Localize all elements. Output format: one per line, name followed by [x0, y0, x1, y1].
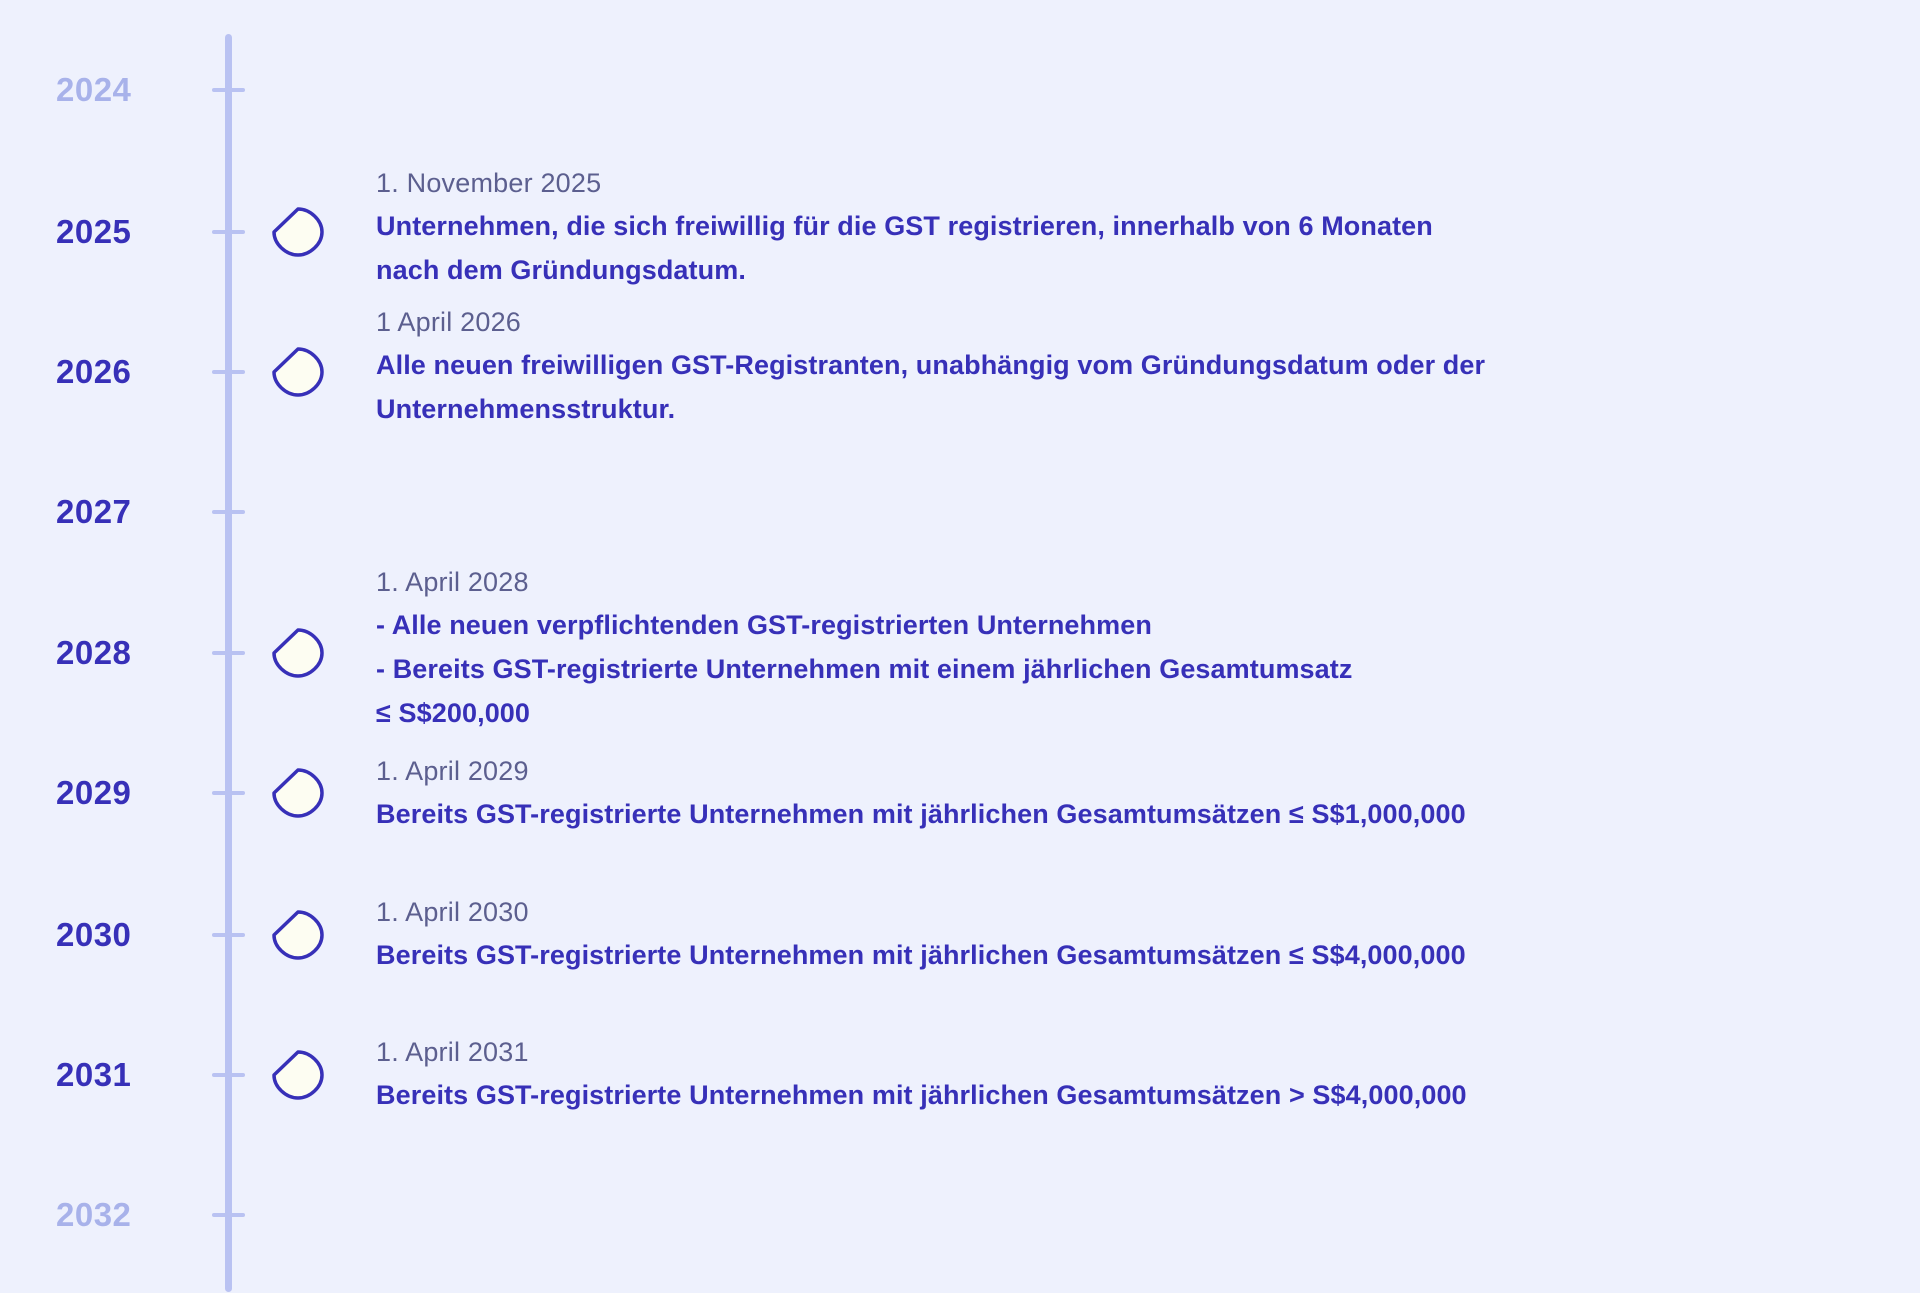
event-description-2028 [376, 603, 1876, 735]
timeline-event-2030 [376, 893, 1876, 977]
event-line: - Alle neuen verpflichtenden GST-registrierten Unternehmen [376, 610, 1152, 640]
event-line: Alle neuen freiwilligen GST-Registranten, unabhängig vom Gründungsdatum oder der [376, 350, 1486, 380]
event-line: Bereits GST-registrierte Unternehmen mit jährlichen Gesamtumsätzen > S$4,000,000 [376, 1080, 1467, 1110]
timeline-event-2026 [376, 303, 1876, 431]
year-tick-2027 [212, 510, 245, 514]
event-date-2026: 1 April 2026 [376, 307, 522, 337]
year-label-2027: 2027 [56, 493, 132, 530]
year-tick-2025 [212, 230, 245, 234]
event-description-2029 [376, 792, 1876, 836]
timeline-event-2025 [376, 164, 1876, 292]
year-label-2026: 2026 [56, 353, 132, 390]
event-line: Bereits GST-registrierte Unternehmen mit jährlichen Gesamtumsätzen ≤ S$4,000,000 [376, 940, 1466, 970]
event-line: Unternehmensstruktur. [376, 394, 676, 424]
event-description-2030 [376, 933, 1876, 977]
year-tick-2026 [212, 370, 245, 374]
year-tick-2029 [212, 791, 245, 795]
year-tick-2028 [212, 651, 245, 655]
event-date-2031: 1. April 2031 [376, 1037, 529, 1067]
event-description-2025 [376, 204, 1876, 292]
event-line: Bereits GST-registrierte Unternehmen mit jährlichen Gesamtumsätzen ≤ S$1,000,000 [376, 799, 1466, 829]
year-label-2024: 2024 [56, 71, 132, 108]
milestone-marker-icon-2031 [272, 1050, 324, 1100]
timeline-axis [225, 34, 232, 1292]
milestone-marker-icon-2029 [272, 768, 324, 818]
year-tick-2031 [212, 1073, 245, 1077]
event-line: ≤ S$200,000 [376, 698, 531, 728]
year-label-2030: 2030 [56, 916, 132, 953]
event-date-2025: 1. November 2025 [376, 168, 602, 198]
event-line: - Bereits GST-registrierte Unternehmen mit einem jährlichen Gesamtumsatz [376, 654, 1353, 684]
year-label-2031: 2031 [56, 1056, 132, 1093]
year-label-2029: 2029 [56, 774, 132, 811]
year-tick-2024 [212, 88, 245, 92]
event-description-2031 [376, 1073, 1876, 1117]
year-label-2025: 2025 [56, 213, 132, 250]
year-label-2032: 2032 [56, 1196, 132, 1233]
event-description-2026 [376, 343, 1876, 431]
milestone-marker-icon-2026 [272, 347, 324, 397]
event-line: Unternehmen, die sich freiwillig für die GST registrieren, innerhalb von 6 Monaten [376, 211, 1433, 241]
milestone-marker-icon-2030 [272, 910, 324, 960]
milestone-marker-icon-2028 [272, 628, 324, 678]
event-date-2030: 1. April 2030 [376, 897, 529, 927]
year-label-2028: 2028 [56, 634, 132, 671]
event-date-2029: 1. April 2029 [376, 756, 529, 786]
timeline-event-2028 [376, 563, 1876, 735]
milestone-marker-icon-2025 [272, 207, 324, 257]
timeline-event-2031 [376, 1033, 1876, 1117]
timeline-event-2029 [376, 752, 1876, 836]
year-tick-2032 [212, 1213, 245, 1217]
event-line: nach dem Gründungsdatum. [376, 255, 746, 285]
event-date-2028: 1. April 2028 [376, 567, 529, 597]
year-tick-2030 [212, 933, 245, 937]
